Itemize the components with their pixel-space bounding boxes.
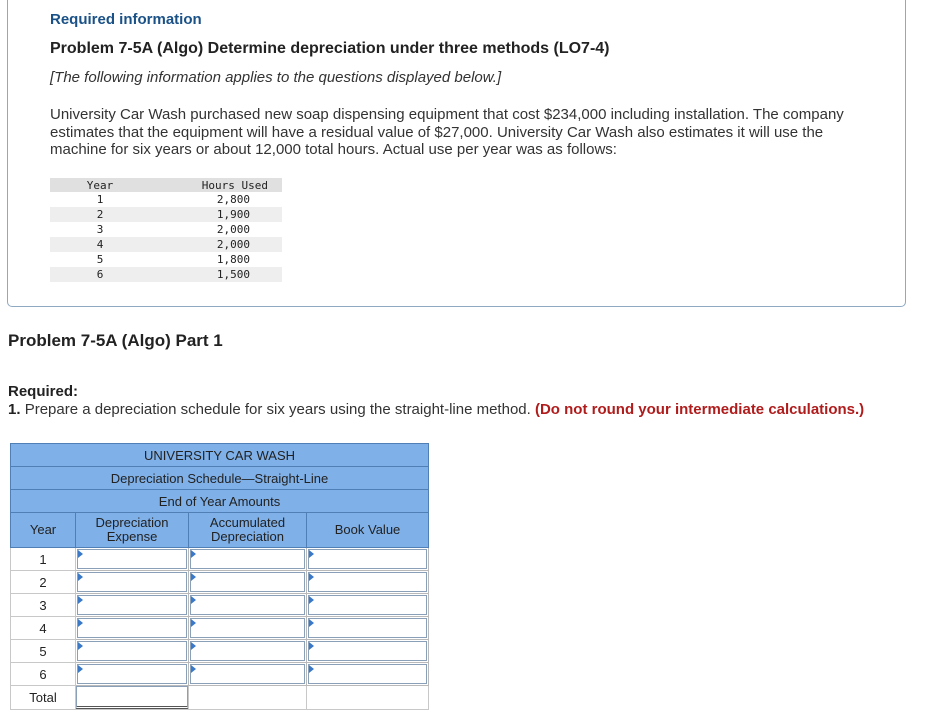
required-label: Required: [8, 383, 79, 400]
hours-row-hours: 2,800 [216, 193, 250, 206]
accumulated-depreciation-input[interactable] [190, 664, 305, 684]
problem-title: Problem 7-5A (Algo) Determine depreciation under three methods (LO7-4) [50, 40, 610, 57]
accumulated-depreciation-input[interactable] [190, 618, 305, 638]
input-flag-icon [191, 550, 196, 558]
hours-row-hours: 1,500 [150, 267, 282, 282]
hours-row-hours: 2,000 [216, 223, 250, 236]
part-title: Problem 7-5A (Algo) Part 1 [8, 331, 223, 350]
hours-row [50, 267, 282, 282]
total-row [11, 686, 429, 710]
hours-row [50, 237, 282, 252]
total-book-value-empty-cell [307, 686, 429, 710]
input-flag-icon [78, 550, 83, 558]
total-depreciation-expense-input[interactable] [76, 686, 188, 709]
depreciation-expense-input[interactable] [77, 618, 187, 638]
required-number: 1. [8, 401, 21, 418]
input-flag-icon [191, 573, 196, 581]
input-flag-icon [191, 642, 196, 650]
book-value-input[interactable] [308, 572, 427, 592]
input-flag-icon [309, 642, 314, 650]
required-instruction-text: Prepare a depreciation schedule for six years using the straight-line method. [24, 401, 531, 418]
col-header-book-value: Book Value [307, 513, 429, 548]
required-information-heading: Required information [50, 11, 202, 28]
input-flag-icon [309, 619, 314, 627]
required-instruction [8, 401, 864, 418]
input-flag-icon [309, 665, 314, 673]
table-row [11, 571, 429, 594]
input-flag-icon [191, 619, 196, 627]
hours-row-year: 6 [50, 267, 150, 282]
input-flag-icon [78, 596, 83, 604]
hours-row [50, 222, 282, 237]
input-flag-icon [191, 596, 196, 604]
hours-table-header-year: Year [50, 178, 150, 192]
following-info-note: [The following information applies to the questions displayed below.] [50, 69, 502, 86]
depreciation-expense-input[interactable] [77, 549, 187, 569]
row-year: 2 [11, 571, 76, 594]
row-year: 5 [11, 640, 76, 663]
accumulated-depreciation-input[interactable] [190, 641, 305, 661]
total-label: Total [11, 686, 76, 710]
depreciation-expense-input[interactable] [77, 664, 187, 684]
row-year: 1 [11, 548, 76, 571]
rounding-note: (Do not round your intermediate calculations.) [534, 401, 865, 418]
input-flag-icon [78, 619, 83, 627]
depreciation-expense-input[interactable] [77, 572, 187, 592]
problem-description: University Car Wash purchased new soap dispensing equipment that cost $234,000 including installation. The company estimates that the equipment will have a residual value of $27,000. University Car Wash also estimates it will use the machine for six years or about 12,000 total hours. Actual use per year was as follows: [50, 106, 844, 158]
total-accumulated-empty-cell [189, 686, 307, 710]
hours-row [50, 207, 282, 222]
hours-used-table [50, 178, 282, 282]
hours-row [50, 192, 282, 207]
hours-row-year: 3 [96, 223, 104, 236]
hours-row-year: 4 [50, 237, 150, 252]
col-header-year: Year [11, 513, 76, 548]
book-value-input[interactable] [308, 641, 427, 661]
table-row [11, 548, 429, 571]
hours-row-year: 2 [50, 207, 150, 222]
accumulated-depreciation-input[interactable] [190, 549, 305, 569]
row-year: 4 [11, 617, 76, 640]
table-row [11, 594, 429, 617]
schedule-subheader: End of Year Amounts [11, 490, 429, 513]
hours-row-hours: 1,900 [150, 207, 282, 222]
input-flag-icon [78, 573, 83, 581]
depreciation-schedule [10, 443, 429, 710]
col-header-depreciation-expense: Depreciation Expense [76, 513, 189, 548]
book-value-input[interactable] [308, 664, 427, 684]
hours-row [50, 252, 282, 267]
schedule-subtitle: Depreciation Schedule—Straight-Line [11, 467, 429, 490]
row-year: 3 [11, 594, 76, 617]
input-flag-icon [191, 665, 196, 673]
book-value-input[interactable] [308, 595, 427, 615]
hours-table-header-hours: Hours Used [150, 178, 282, 192]
table-row [11, 663, 429, 686]
book-value-input[interactable] [308, 618, 427, 638]
input-flag-icon [78, 642, 83, 650]
hours-row-year: 5 [96, 253, 104, 266]
schedule-company-name: UNIVERSITY CAR WASH [11, 444, 429, 467]
hours-row-hours: 1,800 [216, 253, 250, 266]
hours-row-hours: 2,000 [150, 237, 282, 252]
accumulated-depreciation-input[interactable] [190, 572, 305, 592]
input-flag-icon [309, 596, 314, 604]
input-flag-icon [309, 550, 314, 558]
row-year: 6 [11, 663, 76, 686]
hours-row-year: 1 [96, 193, 104, 206]
input-flag-icon [78, 665, 83, 673]
input-flag-icon [309, 573, 314, 581]
depreciation-expense-input[interactable] [77, 595, 187, 615]
table-row [11, 617, 429, 640]
col-header-accumulated-depreciation: Accumulated Depreciation [189, 513, 307, 548]
depreciation-expense-input[interactable] [77, 641, 187, 661]
table-row [11, 640, 429, 663]
accumulated-depreciation-input[interactable] [190, 595, 305, 615]
book-value-input[interactable] [308, 549, 427, 569]
